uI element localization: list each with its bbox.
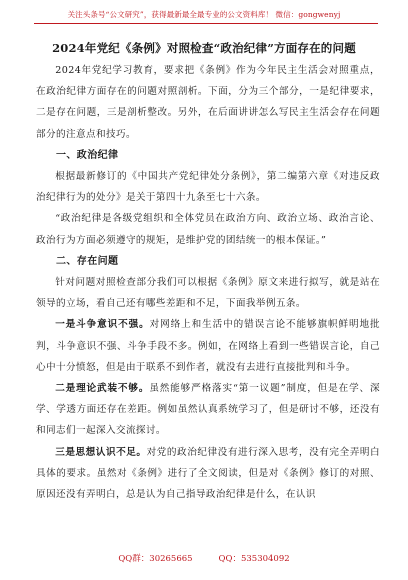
section-heading-existing-problems: 二、存在问题 bbox=[56, 255, 119, 267]
problem-1-lead: 一是斗争意识不强。 bbox=[55, 319, 150, 331]
problem-2-paragraph bbox=[36, 378, 380, 442]
quote-paragraph: “政治纪律是各级党组织和全体党员在政治方向、政治立场、政治言论、政治行为方面必须遵守的规矩，是维护党的团结统一的根本保证。” bbox=[36, 213, 380, 246]
problem-3-lead: 三是思想认识不足。 bbox=[55, 446, 147, 458]
promo-banner: 关注头条号“公文研究”，获得最新最全最专业的公文资料库！ 微信：gongwenyj bbox=[67, 10, 341, 19]
problem-2-text: 虽然能够严格落实“第一议题”制度，但是在学、深学、学透方面还存在差距。例如虽然认真系统学习了，但是研讨不够，还没有和同志们一起深入交流探讨。 bbox=[36, 383, 380, 437]
problem-2-lead: 二是理论武装不够。 bbox=[55, 383, 150, 395]
qq-number: QQ：535304092 bbox=[218, 554, 290, 564]
problem-3-text: 对党的政治纪律没有进行深入思考，没有完全弄明白具体的要求。虽然对《条例》进行了全文阅读，但是对《条例》修订的对照、原因还没有弄明白，总是认为自己指导政治纪律是什么，在认识 bbox=[36, 446, 380, 501]
problem-3-paragraph bbox=[36, 442, 380, 506]
document-body bbox=[36, 60, 380, 505]
problems-intro-paragraph: 针对问题对照检查部分我们可以根据《条例》原文来进行拟写，就是站在领导的立场，看自己还有哪些差距和不足，下面我举例五条。 bbox=[36, 277, 380, 310]
document-title: 2024年党纪《条例》对照检查“政治纪律”方面存在的问题 bbox=[52, 41, 356, 55]
qq-group-number: QQ群：30265665 bbox=[118, 554, 193, 564]
intro-paragraph: 2024年党纪学习教育，要求把《条例》作为今年民主生活会对照重点，在政治纪律方面存在的问题对照剖析。下面，分为三个部分，一是纪律要求，二是存在问题，三是剖析整改。另外，在后面讲讲怎么写民主生活会存在问题部分的注意点和技巧。 bbox=[36, 65, 380, 140]
regulation-reference-paragraph: 根据最新修订的《中国共产党纪律处分条例》，第二编第六章《对违反政治纪律行为的处分》是关于第四十九条至七十六条。 bbox=[36, 171, 380, 204]
banner-divider bbox=[34, 23, 378, 24]
contact-footer bbox=[0, 552, 408, 564]
problem-1-text: 对网络上和生活中的错误言论不能够旗帜鲜明地批判，斗争意识不强、斗争手段不多。例如，在网络上看到一些错误言论，自己心中十分愤怒，但是由于联系不到作者，就没有去进行直接批判和斗争。 bbox=[36, 319, 380, 373]
section-heading-political-discipline: 一、政治纪律 bbox=[56, 149, 119, 161]
problem-1-paragraph bbox=[36, 314, 380, 378]
